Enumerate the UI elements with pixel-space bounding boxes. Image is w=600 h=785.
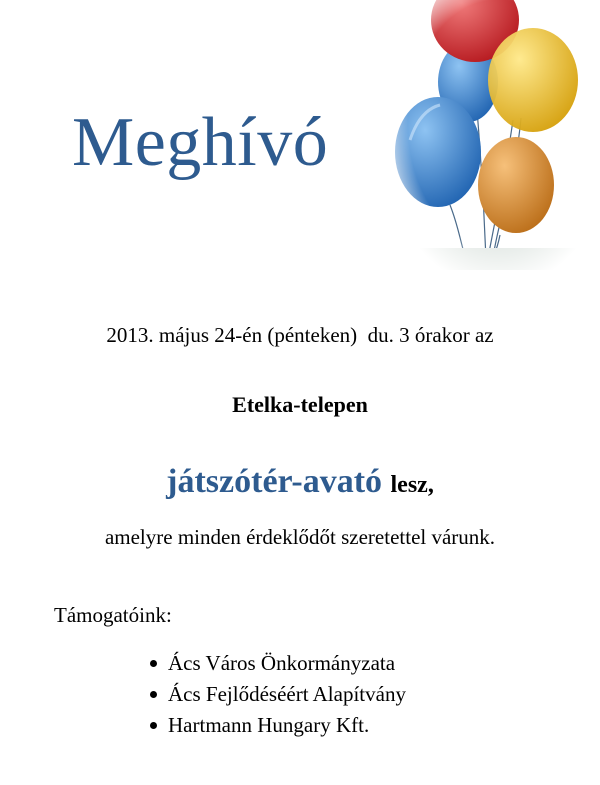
bullet-icon	[150, 722, 157, 729]
event-line	[0, 463, 600, 501]
list-item	[146, 648, 406, 679]
venue: Etelka-telepen	[232, 392, 368, 417]
event-suffix: lesz,	[390, 472, 434, 498]
event-name: játszótér-avató	[166, 463, 383, 500]
list-item	[146, 679, 406, 710]
sponsor-name: Ács Fejlődéséért Alapítvány	[168, 682, 406, 706]
date-line: 2013. május 24-én (pénteken) du. 3 órakor az	[106, 323, 494, 347]
sponsor-name: Hartmann Hungary Kft.	[168, 713, 370, 737]
sponsor-name: Ács Város Önkormányzata	[168, 651, 396, 675]
sponsors-heading: Támogatóink:	[54, 603, 172, 627]
sponsors-list	[146, 648, 406, 741]
invitation-title: Meghívó	[72, 104, 329, 181]
bullet-icon	[150, 660, 157, 667]
list-item	[146, 710, 406, 741]
bullet-icon	[150, 691, 157, 698]
balloons-image	[388, 0, 588, 275]
welcome-line: amelyre minden érdeklődőt szeretettel várunk.	[104, 525, 496, 549]
